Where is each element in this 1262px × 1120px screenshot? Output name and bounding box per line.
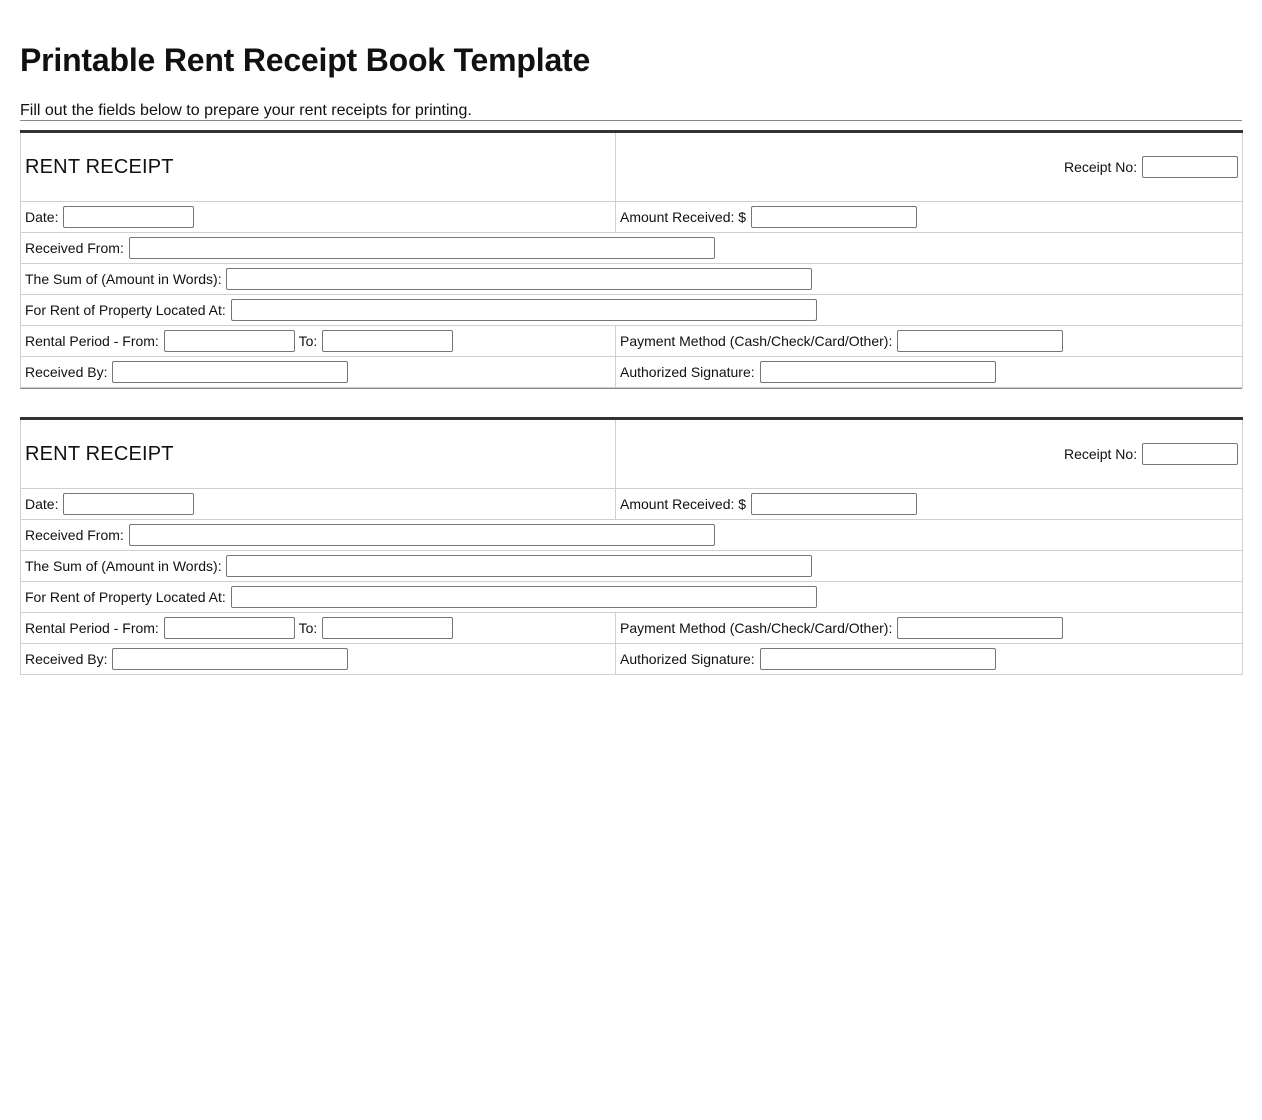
received-by-cell [21, 644, 616, 675]
rental-period-cell [21, 326, 616, 357]
date-amount-row [21, 489, 1243, 520]
property-input[interactable] [231, 586, 817, 608]
received-by-row [21, 357, 1243, 388]
period-from-input[interactable] [164, 330, 295, 352]
property-cell [21, 295, 1243, 326]
page-title: Printable Rent Receipt Book Template [20, 42, 591, 78]
date-input[interactable] [63, 493, 194, 515]
period-from-input[interactable] [164, 617, 295, 639]
receipt-header-row [21, 132, 1243, 202]
receipt-no-cell [616, 419, 1243, 489]
period-from-label: Rental Period - From: [25, 620, 159, 636]
intro-text: Fill out the fields below to prepare your rent receipts for printing. [20, 102, 472, 119]
payment-method-input[interactable] [897, 617, 1063, 639]
signature-cell [616, 644, 1243, 675]
sum-words-input[interactable] [226, 268, 812, 290]
received-from-input[interactable] [129, 524, 715, 546]
date-label: Date: [25, 209, 59, 225]
amount-input[interactable] [751, 493, 917, 515]
divider [20, 388, 1242, 389]
received-from-cell [21, 233, 1243, 264]
receipt-no-label: Receipt No: [1063, 159, 1138, 175]
amount-input[interactable] [751, 206, 917, 228]
property-label: For Rent of Property Located At: [25, 589, 226, 605]
sum-words-label: The Sum of (Amount in Words): [25, 271, 222, 287]
received-by-cell [21, 357, 616, 388]
rent-receipt-2 [20, 417, 1243, 675]
signature-input[interactable] [760, 361, 996, 383]
period-to-label: To: [298, 333, 318, 349]
period-to-input[interactable] [322, 617, 453, 639]
received-from-input[interactable] [129, 237, 715, 259]
received-from-cell [21, 520, 1243, 551]
period-payment-row [21, 613, 1243, 644]
sum-words-row [21, 551, 1243, 582]
amount-label: Amount Received: $ [620, 209, 747, 225]
sum-words-cell [21, 264, 1243, 295]
received-from-row [21, 233, 1243, 264]
sum-words-input[interactable] [226, 555, 812, 577]
received-by-label: Received By: [25, 364, 108, 380]
received-by-row [21, 644, 1243, 675]
date-input[interactable] [63, 206, 194, 228]
received-by-input[interactable] [112, 361, 348, 383]
period-from-label: Rental Period - From: [25, 333, 159, 349]
amount-cell [616, 202, 1243, 233]
receipt-no-input[interactable] [1142, 443, 1238, 465]
sum-words-cell [21, 551, 1243, 582]
payment-method-input[interactable] [897, 330, 1063, 352]
rental-period-cell [21, 613, 616, 644]
property-label: For Rent of Property Located At: [25, 302, 226, 318]
receipt-no-input[interactable] [1142, 156, 1238, 178]
payment-method-label: Payment Method (Cash/Check/Card/Other): [620, 333, 893, 349]
date-label: Date: [25, 496, 59, 512]
period-to-label: To: [298, 620, 318, 636]
property-row [21, 582, 1243, 613]
received-from-label: Received From: [25, 240, 124, 256]
receipt-no-label: Receipt No: [1063, 446, 1138, 462]
receipt-header-row [21, 419, 1243, 489]
amount-label: Amount Received: $ [620, 496, 747, 512]
amount-cell [616, 489, 1243, 520]
signature-input[interactable] [760, 648, 996, 670]
received-by-label: Received By: [25, 651, 108, 667]
sum-words-label: The Sum of (Amount in Words): [25, 558, 222, 574]
date-amount-row [21, 202, 1243, 233]
sum-words-row [21, 264, 1243, 295]
signature-cell [616, 357, 1243, 388]
period-to-input[interactable] [322, 330, 453, 352]
payment-method-cell [616, 326, 1243, 357]
signature-label: Authorized Signature: [620, 651, 755, 667]
received-by-input[interactable] [112, 648, 348, 670]
rent-receipt-1 [20, 130, 1243, 388]
received-from-row [21, 520, 1243, 551]
property-input[interactable] [231, 299, 817, 321]
period-payment-row [21, 326, 1243, 357]
date-cell [21, 202, 616, 233]
divider [20, 120, 1242, 121]
date-cell [21, 489, 616, 520]
received-from-label: Received From: [25, 527, 124, 543]
receipt-title: RENT RECEIPT [21, 419, 616, 489]
receipt-title: RENT RECEIPT [21, 132, 616, 202]
property-row [21, 295, 1243, 326]
payment-method-cell [616, 613, 1243, 644]
property-cell [21, 582, 1243, 613]
payment-method-label: Payment Method (Cash/Check/Card/Other): [620, 620, 893, 636]
receipt-no-cell [616, 132, 1243, 202]
signature-label: Authorized Signature: [620, 364, 755, 380]
